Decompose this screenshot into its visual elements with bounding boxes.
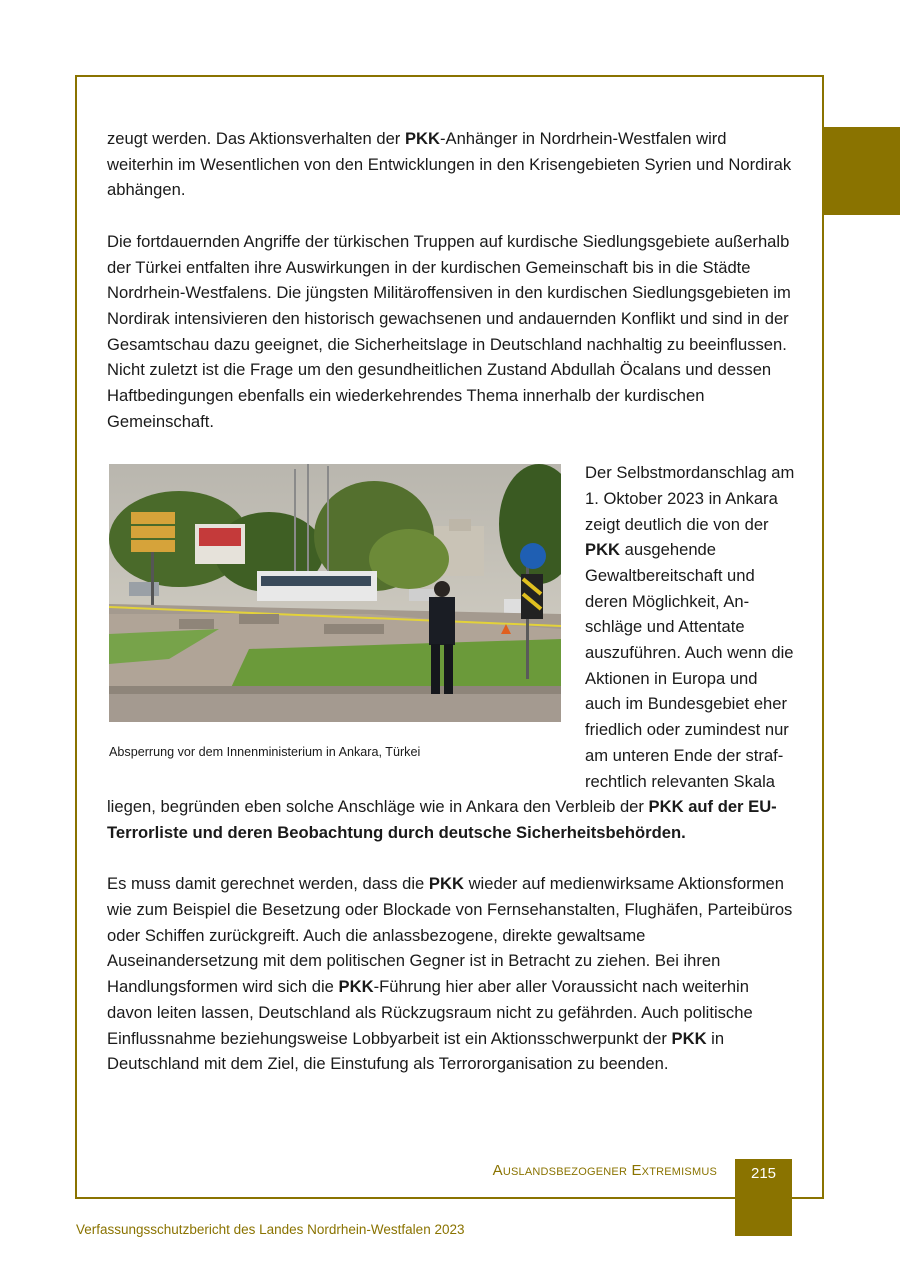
figure — [107, 464, 585, 772]
bold-term: PKK — [404, 129, 440, 148]
page-number: 215 — [735, 1159, 792, 1236]
bold-term: PKK — [428, 874, 464, 894]
paragraph-2: Die fortdauernden Angriffe der türkischen Truppen auf kurdische Siedlungsgebiete außerhalb der Türkei entfalten ihre Auswirkungen in der kurdischen Gemeinschaft bis in die Städte Nordrhein-Westfalens. Die jüngsten Militäroffensiven in den kurdischen Siedlungsgebieten im Nordirak intensivieren den historisch gewachsenen und andauernden Konflikt und sind in der Gesamtschau dazu geeignet, die Sicherheitslage in Deutschland nachhaltig zu beeinflussen. Nicht zuletzt ist die Frage um den gesundheitlichen Zustand Abdullah Öcalans und dessen Haftbedingungen ebenfalls ein wiederkehrendes Thema innerhalb der kurdischen Gemeinschaft. — [107, 231, 791, 431]
text-run: -Anhänger in Nordrhein-Westfalen wird weiterhin im Wesentlichen von den Entwicklungen in den Krisengebieten Syrien und Nordirak abhängen. — [107, 129, 792, 200]
section-label: Auslandsbezogener Extremismus — [492, 1162, 717, 1179]
text-run: Der Selbstmordanschlag am 1. Oktober 2023 in Ankara zeigt deutlich die von der — [585, 463, 795, 534]
bold-term: PKK — [671, 1028, 707, 1048]
paragraph-1 — [107, 126, 797, 203]
bold-phrase: PKK auf der EU-Terrorliste und deren Beobachtung durch deutsche Sicherheitsbehörden. — [107, 797, 777, 842]
bold-term: PKK — [338, 977, 374, 997]
text-run: Es muss damit gerechnet werden, dass die — [107, 874, 429, 894]
publication-footer: Verfassungsschutzbericht des Landes Nordrhein-Westfalen 2023 — [76, 1222, 465, 1237]
text-run: wieder auf medienwirksame Aktionsformen wie zum Beispiel die Besetzung oder Blockade von Fernsehanstalten, Flughäfen, Parteibüros oder Schiffen zurückgreift. Auch die anlassbezogene, direkte gewaltsame Auseinandersetzung mit dem politischen Gegner ist in Betracht zu ziehen. Bei ihren Handlungsformen wird sich die — [107, 874, 793, 997]
bold-term: PKK — [585, 540, 621, 560]
text-run: in Deutschland mit dem Ziel, die Einstufung als Terrororganisation zu beenden. — [107, 1028, 725, 1074]
paragraph-4 — [107, 871, 797, 1077]
figure-caption: Absperrung vor dem Innenministerium in Ankara, Türkei — [109, 745, 421, 760]
photo-ankara-cordon — [109, 464, 561, 722]
main-text — [107, 126, 797, 1103]
side-tab-marker — [823, 127, 900, 215]
text-run: ausgehende Gewaltbereitschaft und deren Möglichkeit, Anschläge und Attentate auszuführen. Auch wenn die Aktionen in Europa und auch im Bundesgebiet eher friedlich oder zumindest nur am unteren Ende der strafrechtlich relevanten Skala liegen, begründen eben solche Anschläge wie in Ankara den Verbleib der — [107, 540, 794, 817]
text-run: zeugt werden. Das Aktionsverhalten der — [107, 129, 405, 148]
text-run: -Führung hier aber aller Voraussicht nach weiterhin davon leiten lassen, Deutschland als Rückzugsraum nicht zu gefährden. Auch politische Einflussnahme beziehungsweise Lobbyarbeit ist ein Aktionsschwerpunkt der — [107, 977, 753, 1048]
